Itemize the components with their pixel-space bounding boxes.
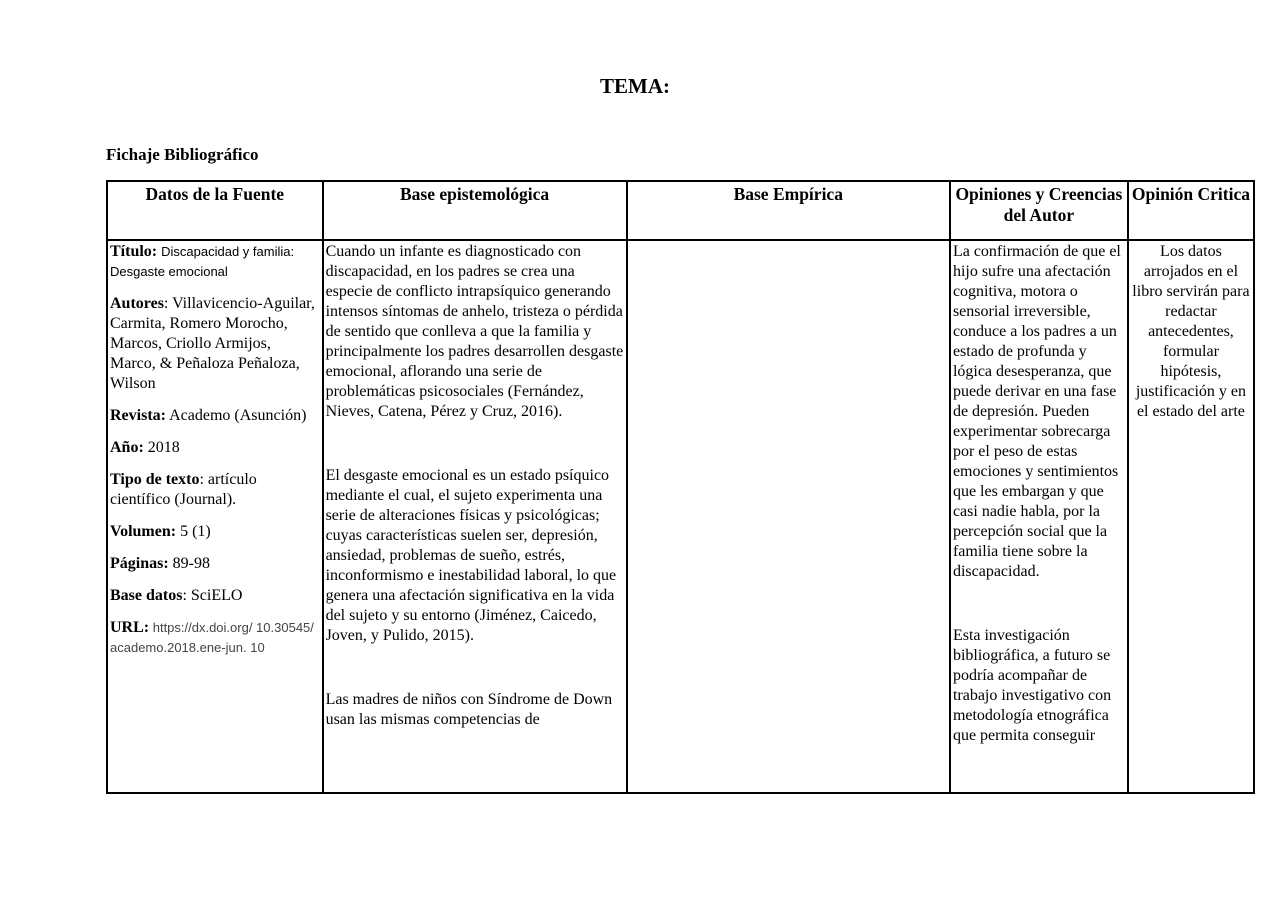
empirica-cell xyxy=(627,240,950,793)
source-autores: Autores: Villavicencio-Aguilar, Carmita, Romero Morocho, Marcos, Criollo Armijos, Marco, & Peñaloza Peñaloza, Wilson xyxy=(110,295,315,392)
epistemologica-cell xyxy=(323,240,627,793)
header-base-empirica: Base Empírica xyxy=(627,181,950,240)
source-anio: Año: 2018 xyxy=(110,439,180,456)
source-data-cell xyxy=(107,240,323,793)
header-base-epistemologica: Base epistemológica xyxy=(323,181,627,240)
critica-cell: Los datos arrojados en el libro servirán para redactar antecedentes, formular hipótesis, justificación y en el estado del arte xyxy=(1128,240,1254,793)
source-revista: Revista: Academo (Asunción) xyxy=(110,407,307,424)
opiniones-paragraph: Esta investigación bibliográfica, a futuro se podría acompañar de trabajo investigativo con metodología etnográfica que permita conseguir xyxy=(952,627,1112,744)
table-header-row xyxy=(107,181,1254,240)
page-title: TEMA: xyxy=(600,74,670,98)
header-opiniones-autor: Opiniones y Creencias del Autor xyxy=(950,181,1128,240)
header-datos-fuente: Datos de la Fuente xyxy=(107,181,323,240)
source-url: URL: https://dx.doi.org/ 10.30545/academo.2018.ene-jun. 10 xyxy=(110,619,314,655)
header-opinion-critica: Opinión Critica xyxy=(1128,181,1254,240)
opiniones-cell xyxy=(950,240,1128,793)
source-base-datos: Base datos: SciELO xyxy=(110,587,243,604)
source-volumen: Volumen: 5 (1) xyxy=(110,523,211,540)
source-tipo-texto: Tipo de texto: artículo científico (Journal). xyxy=(110,471,257,508)
source-paginas: Páginas: 89-98 xyxy=(110,555,210,572)
doi-link[interactable]: https://dx.doi.org/ 10.30545/academo.2018.ene-jun. 10 xyxy=(110,620,314,655)
opiniones-paragraph: La confirmación de que el hijo sufre una afectación cognitiva, motora o sensorial irreversible, conduce a los padres a un estado de profunda y lógica desesperanza, que puede derivar en una fase de depresión. Pueden experimentar sobrecarga por el peso de estas emociones y sentimientos que les embargan y que casi nadie habla, por la percepción social que la familia tiene sobre la discapacidad. xyxy=(952,243,1121,580)
epistemologica-paragraph: Cuando un infante es diagnosticado con discapacidad, en los padres se crea una especie de conflicto intrapsíquico generando intensos síntomas de anhelo, tristeza o pérdida de sentido que conlleva a que la familia y principalmente los padres desarrollen desgaste emocional, aflorando una serie de problemáticas psicosociales (Fernández, Nieves, Catena, Pérez y Cruz, 2016). xyxy=(325,243,624,420)
epistemologica-paragraph: El desgaste emocional es un estado psíquico mediante el cual, el sujeto experimenta una serie de alteraciones físicas y psicológicas; cuyas características suelen ser, depresión, ansiedad, problemas de sueño, estrés, inconformismo e inestabilidad laboral, lo que genera una afectación significativa en la vida del sujeto y su entorno (Jiménez, Caicedo, Joven, y Pulido, 2015). xyxy=(325,467,617,644)
epistemologica-paragraph: Las madres de niños con Síndrome de Down usan las mismas competencias de xyxy=(325,691,613,728)
section-heading: Fichaje Bibliográfico xyxy=(106,145,259,164)
source-titulo: Título: Discapacidad y familia: Desgaste emocional xyxy=(110,243,295,279)
bibliographic-table xyxy=(106,180,1255,794)
table-row xyxy=(107,240,1254,793)
